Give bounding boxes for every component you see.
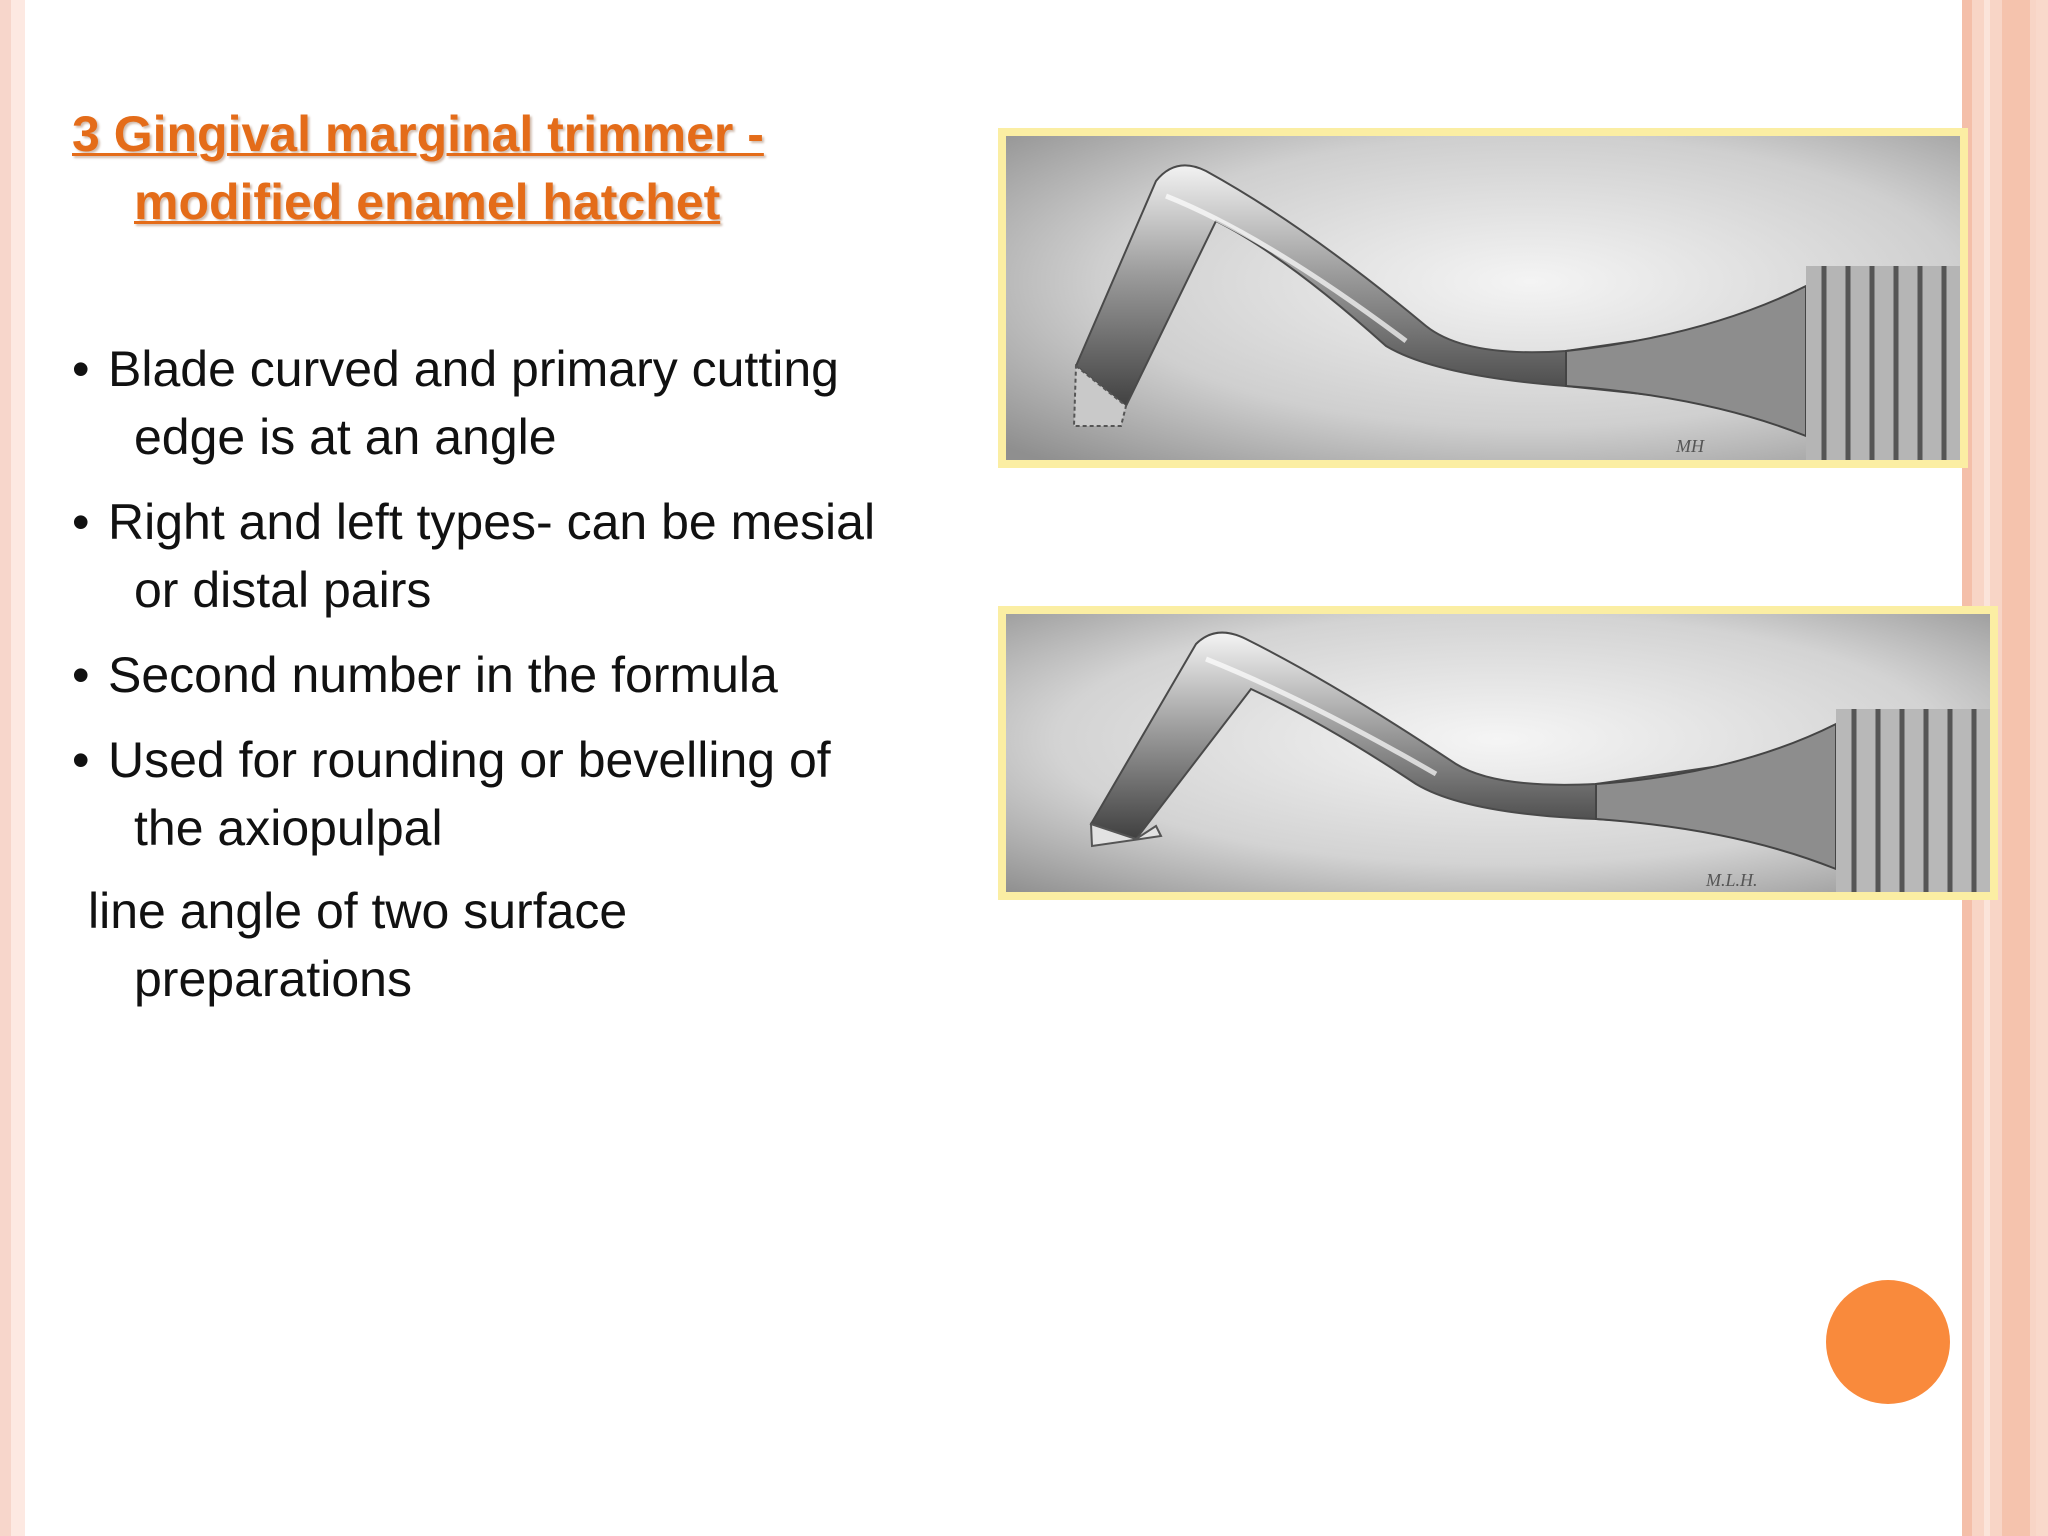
slide-title-line1: 3 Gingival marginal trimmer -	[72, 106, 764, 162]
bullet-text: Right and left types- can be mesial or distal pairs	[108, 494, 876, 618]
illustrator-signature-2: M.L.H.	[1706, 870, 1758, 890]
illustrator-signature-1: MH	[1676, 436, 1704, 456]
bullet-continuation: line angle of two surface preparations	[88, 883, 628, 1007]
left-border-stripe-inner	[11, 0, 25, 1536]
bullet-item	[72, 641, 912, 709]
bullet-text: Blade curved and primary cutting edge is at an angle	[108, 341, 839, 465]
bullet-marker: •	[72, 732, 90, 788]
bullet-marker: •	[72, 341, 90, 397]
left-border-stripe	[0, 0, 11, 1536]
bullet-item	[72, 726, 912, 862]
slide-title	[72, 100, 892, 236]
trimmer-illustration-2	[1006, 614, 1990, 892]
bullet-marker: •	[72, 494, 90, 550]
trimmer-illustration-1	[1006, 136, 1960, 460]
instrument-figure-1	[998, 128, 1968, 468]
bullet-text: Second number in the formula	[108, 647, 778, 703]
bullet-text: Used for rounding or bevelling of the axiopulpal	[108, 732, 831, 856]
handle-serrations	[1806, 266, 1960, 460]
bullet-item	[72, 335, 912, 471]
handle-serrations	[1836, 709, 1990, 892]
decorative-orange-circle	[1826, 1280, 1950, 1404]
bullet-marker: •	[72, 647, 90, 703]
bullet-list	[72, 335, 912, 1013]
slide-title-line2: modified enamel hatchet	[134, 174, 721, 230]
bullet-item	[72, 488, 912, 624]
instrument-figure-2	[998, 606, 1998, 900]
